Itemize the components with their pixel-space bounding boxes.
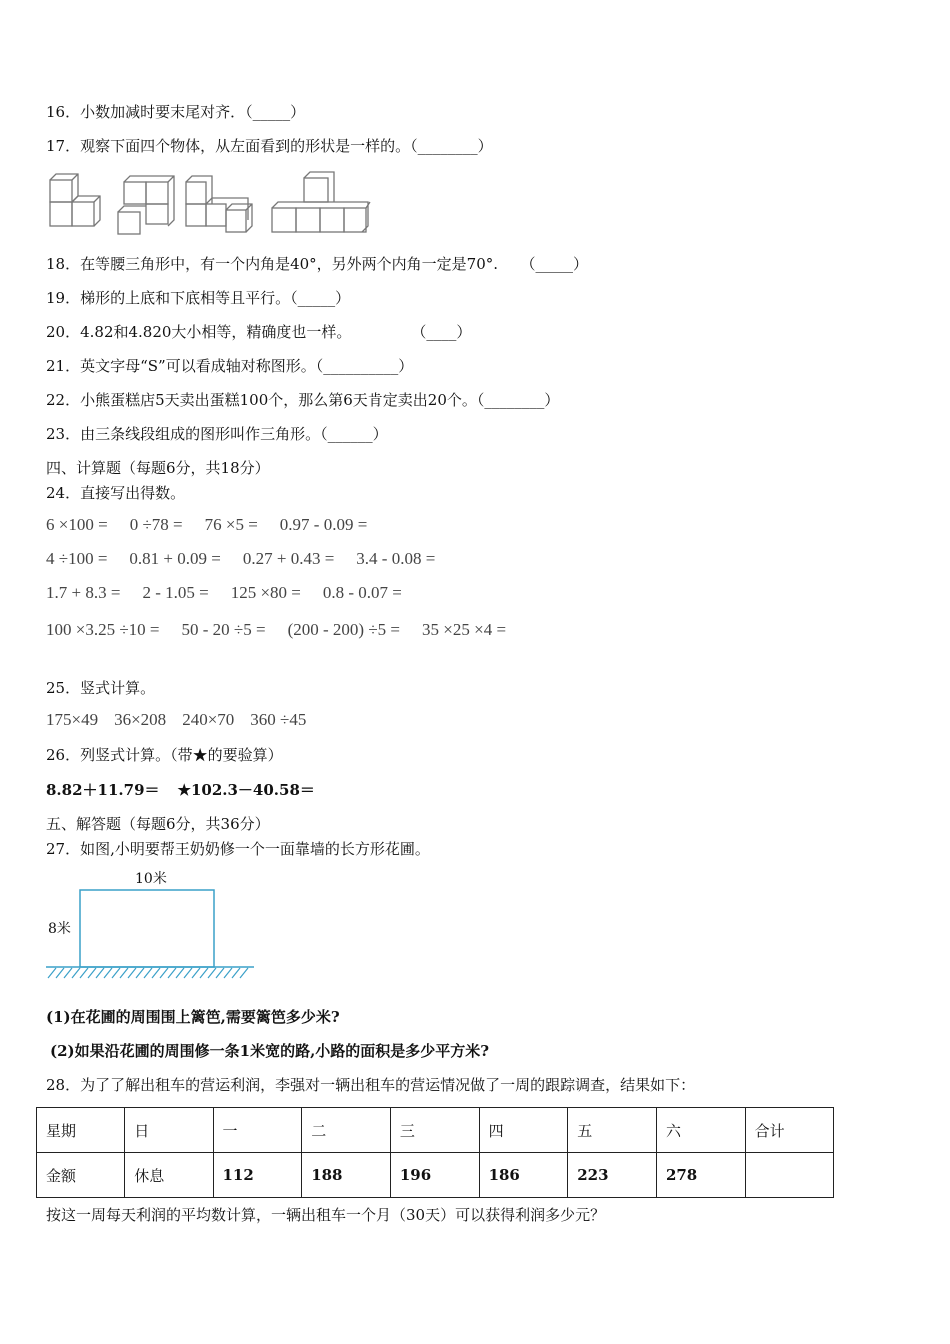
calc-item: 0 ÷78 = [129,515,183,534]
calc-item: 8.82＋11.79＝ [46,781,160,799]
question-28: 28．为了了解出租车的营运利润，李强对一辆出租车的营运情况做了一周的跟踪调查，结果如下： [46,1076,696,1094]
table-header-row [37,1108,834,1153]
calc-item: 36×208 [114,710,167,729]
table-cell: 六 [656,1108,745,1153]
calc-item: 76 ×5 = [204,515,258,534]
question-25: 25．竖式计算。 [46,679,156,697]
calc-item: 35 ×25 ×4 = [422,620,507,639]
table-row [37,1153,834,1198]
table-cell: 二 [302,1108,391,1153]
calc-row [46,583,424,603]
question-22: 22．小熊蛋糕店5天卖出蛋糕100个，那么第6天肯定卖出20个。（________） [46,391,560,409]
question-21: 21．英文字母“S”可以看成轴对称图形。（__________） [46,357,414,375]
table-cell [745,1153,833,1198]
calc-item: 6 ×100 = [46,515,108,534]
section-4-heading: 四、计算题（每题6分，共18分） [46,459,270,477]
table-cell: 日 [125,1108,213,1153]
table-cell: 休息 [125,1153,213,1198]
question-23: 23．由三条线段组成的图形叫作三角形。（______） [46,425,388,443]
question-27: 27．如图,小明要帮王奶奶修一个一面靠墙的长方形花圃。 [46,840,430,858]
calc-item: 4 ÷100 = [46,549,108,568]
table-cell: 278 [656,1153,745,1198]
calc-item: 0.97 - 0.09 = [279,515,368,534]
calc-item: (200 - 200) ÷5 = [287,620,401,639]
calc-item: 0.27 + 0.43 = [242,549,335,568]
question-18: 18．在等腰三角形中，有一个内角是40°，另外两个内角一定是70°. （_____） [46,255,589,273]
table-cell: 一 [213,1108,302,1153]
calc-row [46,780,315,800]
table-cell: 五 [568,1108,657,1153]
garden-width-label: 10米 [135,871,167,887]
question-19: 19．梯形的上底和下底相等且平行。（_____） [46,289,351,307]
question-27-part-2: (2)如果沿花圃的周围修一条1米宽的路,小路的面积是多少平方米? [50,1042,490,1060]
table-cell: 星期 [37,1108,125,1153]
calc-item: ★102.3－40.58＝ [177,781,315,799]
table-cell: 三 [390,1108,479,1153]
calc-item: 0.8 - 0.07 = [322,583,402,602]
question-24: 24．直接写出得数。 [46,484,186,502]
calc-item: 2 - 1.05 = [142,583,209,602]
calc-row [46,710,328,730]
question-17: 17．观察下面四个物体，从左面看到的形状是一样的。（________） [46,137,493,155]
calc-item: 1.7 + 8.3 = [46,583,121,602]
calc-item: 240×70 [182,710,235,729]
calc-item: 0.81 + 0.09 = [129,549,221,568]
calc-row [46,620,528,640]
question-16: 16．小数加减时要末尾对齐．（_____） [46,103,306,121]
calc-item: 100 ×3.25 ÷10 = [46,620,160,639]
cube-figures [46,168,371,236]
calc-item: 50 - 20 ÷5 = [181,620,266,639]
table-cell: 186 [479,1153,568,1198]
table-cell: 196 [390,1153,479,1198]
table-cell: 188 [302,1153,391,1198]
table-cell: 112 [213,1153,302,1198]
taxi-profit-table [36,1107,834,1198]
table-cell: 金额 [37,1153,125,1198]
calc-item: 125 ×80 = [230,583,301,602]
table-cell: 合计 [745,1108,833,1153]
question-28-ask: 按这一周每天利润的平均数计算，一辆出租车一个月（30天）可以获得利润多少元？ [46,1206,606,1224]
question-20: 20．4.82和4.820大小相等，精确度也一样。 （____） [46,323,472,341]
calc-row [46,549,457,569]
calc-item: 175×49 [46,710,99,729]
calc-item: 360 ÷45 [250,710,307,729]
question-26: 26．列竖式计算。（带★的要验算） [46,746,283,764]
calc-row [46,515,389,535]
table-cell: 四 [479,1108,568,1153]
garden-height-label: 8米 [48,921,71,937]
section-5-heading: 五、解答题（每题6分，共36分） [46,815,270,833]
calc-item: 3.4 - 0.08 = [356,549,436,568]
question-27-part-1: (1)在花圃的周围围上篱笆,需要篱笆多少米? [46,1008,340,1026]
table-cell: 223 [568,1153,657,1198]
